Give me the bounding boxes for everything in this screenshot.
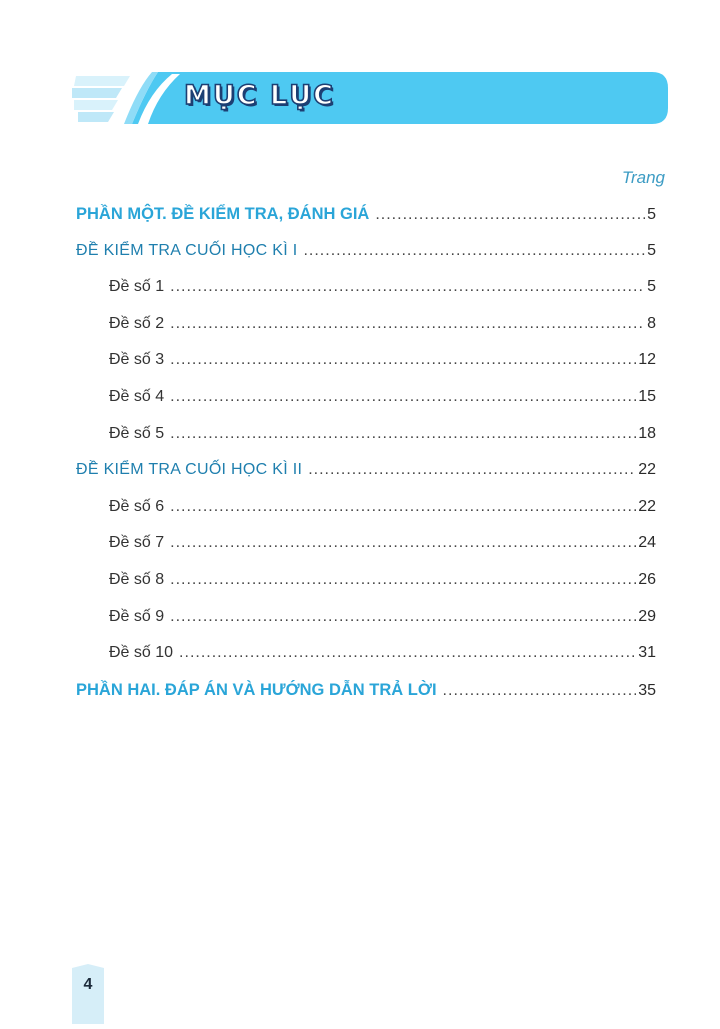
page-tab-shape bbox=[72, 964, 110, 1024]
leader-dots bbox=[443, 673, 637, 710]
toc-entry-label: Đề số 1 bbox=[109, 278, 165, 296]
header-banner bbox=[72, 70, 668, 126]
toc-entry-page: 8 bbox=[647, 314, 656, 332]
toc-entry-label: Đề số 2 bbox=[109, 314, 165, 332]
leader-dots bbox=[375, 197, 645, 234]
toc-entry[interactable] bbox=[76, 416, 656, 453]
toc-entry[interactable] bbox=[76, 452, 656, 489]
leader-dots bbox=[170, 306, 645, 343]
leader-dots bbox=[170, 416, 636, 453]
book-stripes-icon bbox=[72, 76, 130, 122]
toc-entry-label: PHẦN MỘT. ĐỀ KIỂM TRA, ĐÁNH GIÁ bbox=[76, 205, 370, 223]
leader-dots bbox=[170, 489, 636, 526]
table-of-contents bbox=[76, 196, 656, 708]
toc-entry-label: Đề số 4 bbox=[109, 387, 165, 405]
page-title: MỤC LỤC bbox=[184, 80, 335, 111]
toc-entry-label: PHẦN HAI. ĐÁP ÁN VÀ HƯỚNG DẪN TRẢ LỜI bbox=[76, 680, 437, 699]
leader-dots bbox=[179, 635, 636, 672]
toc-entry-page: 24 bbox=[638, 534, 656, 552]
leader-dots bbox=[170, 562, 636, 599]
toc-entry[interactable] bbox=[76, 562, 656, 599]
toc-entry-label: Đề số 7 bbox=[109, 534, 165, 552]
toc-entry-label: Đề số 9 bbox=[109, 607, 165, 625]
page-number-tab bbox=[72, 964, 110, 1024]
toc-entry[interactable] bbox=[76, 233, 656, 270]
leader-dots bbox=[170, 599, 636, 636]
toc-entry-label: Đề số 6 bbox=[109, 497, 165, 515]
toc-entry-label: ĐỀ KIỂM TRA CUỐI HỌC KÌ I bbox=[76, 241, 298, 259]
leader-dots bbox=[170, 342, 636, 379]
toc-entry[interactable] bbox=[76, 196, 656, 233]
toc-entry[interactable] bbox=[76, 306, 656, 343]
banner-background bbox=[72, 70, 668, 126]
toc-entry-page: 15 bbox=[638, 387, 656, 405]
toc-entry-page: 22 bbox=[638, 497, 656, 515]
leader-dots bbox=[170, 269, 645, 306]
leader-dots bbox=[303, 233, 645, 270]
toc-entry[interactable] bbox=[76, 269, 656, 306]
toc-entry-page: 22 bbox=[638, 461, 656, 479]
leader-dots bbox=[308, 452, 636, 489]
toc-entry-page: 5 bbox=[647, 206, 656, 223]
toc-entry[interactable] bbox=[76, 635, 656, 672]
toc-entry-label: Đề số 10 bbox=[109, 644, 174, 662]
page-column-label: Trang bbox=[621, 168, 665, 187]
toc-entry-label: Đề số 3 bbox=[109, 351, 165, 369]
toc-entry-page: 5 bbox=[647, 241, 656, 259]
toc-entry[interactable] bbox=[76, 379, 656, 416]
toc-entry-page: 18 bbox=[638, 424, 656, 442]
toc-entry-page: 31 bbox=[638, 644, 656, 662]
toc-entry-label: Đề số 5 bbox=[109, 424, 165, 442]
leader-dots bbox=[170, 525, 636, 562]
toc-entry-page: 5 bbox=[647, 278, 656, 296]
toc-entry[interactable] bbox=[76, 342, 656, 379]
toc-entry[interactable] bbox=[76, 599, 656, 636]
leader-dots bbox=[170, 379, 636, 416]
toc-entry-page: 26 bbox=[638, 570, 656, 588]
toc-entry[interactable] bbox=[76, 672, 656, 709]
page-number: 4 bbox=[83, 976, 93, 993]
toc-entry-label: Đề số 8 bbox=[109, 570, 165, 588]
toc-entry-page: 35 bbox=[638, 681, 656, 699]
toc-entry[interactable] bbox=[76, 489, 656, 526]
toc-entry-page: 29 bbox=[638, 607, 656, 625]
toc-entry-page: 12 bbox=[638, 351, 656, 369]
toc-entry-label: ĐỀ KIỂM TRA CUỐI HỌC KÌ II bbox=[76, 461, 303, 479]
toc-entry[interactable] bbox=[76, 525, 656, 562]
